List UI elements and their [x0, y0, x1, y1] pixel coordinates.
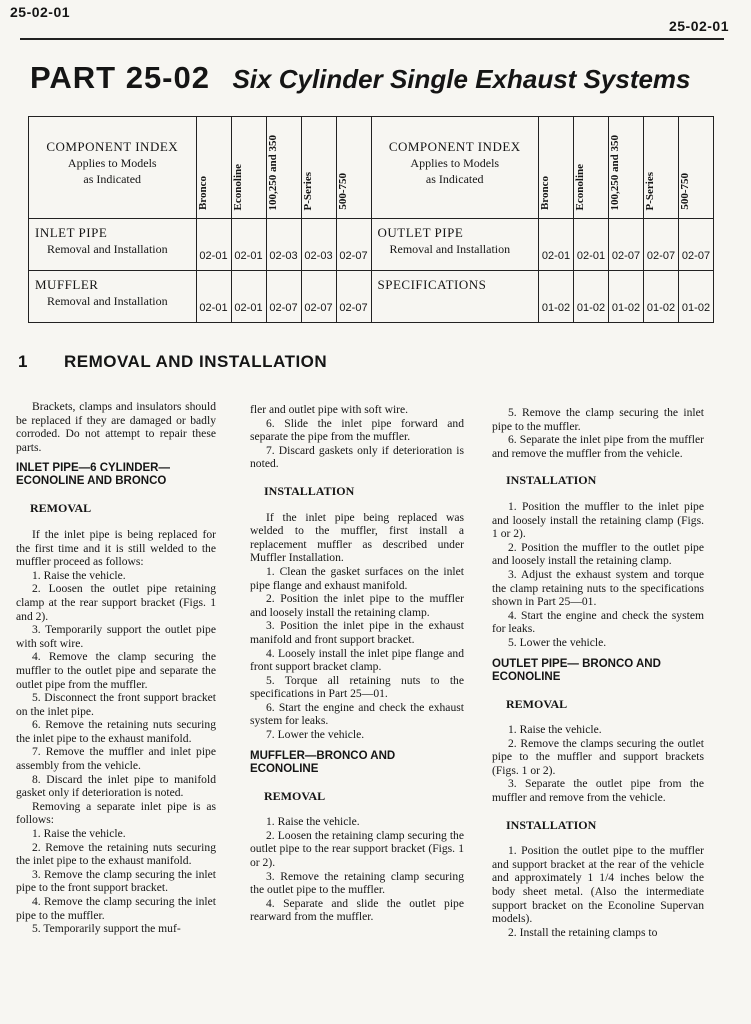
paragraph: If the inlet pipe being replaced was welded to the muffler, first install a replacement muffler as described under Muffler Installation.: [250, 510, 464, 565]
paragraph: If the inlet pipe is being replaced for the first time and it is still welded to the muffler proceed as follows:: [16, 527, 216, 569]
header-rule: [20, 38, 724, 40]
index-ref: 02-01: [231, 271, 266, 323]
model-header: [266, 117, 301, 219]
procedure-heading: INSTALLATION: [264, 483, 355, 498]
step: 4. Remove the clamp securing the inlet pipe to the muffler.: [16, 895, 216, 922]
page-code-left: 25-02-01: [10, 4, 71, 20]
subsection-heading: OUTLET PIPE— BRONCO AND ECONOLINE: [492, 657, 661, 683]
step: 5. Torque all retaining nuts to the specifications in Part 25—01.: [250, 673, 464, 701]
component-operation: Removal and Installation: [47, 294, 168, 308]
step: 3. Remove the retaining clamp securing the outlet pipe to the muffler.: [250, 869, 464, 897]
step: 1. Raise the vehicle.: [266, 815, 360, 829]
step: 6. Start the engine and check the exhaust system for leaks.: [250, 700, 464, 728]
step: 8. Discard the inlet pipe to manifold gasket only if deterioration is noted.: [16, 772, 216, 800]
text-column-1: [16, 400, 216, 936]
model-header: [196, 117, 231, 219]
index-heading-applies: Applies to Models: [410, 156, 500, 170]
step: 1. Position the outlet pipe to the muffler and support bracket at the rear of the vehicle and approximately 1 1/4 inches below the body sheet metal. (Also the intermediate support bracket on the Econoline Supervan models).: [492, 844, 704, 926]
procedure-heading: REMOVAL: [506, 696, 568, 711]
step: 6. Slide the inlet pipe forward and separate the pipe from the muffler.: [250, 416, 464, 444]
step: 4. Loosely install the inlet pipe flange and front support bracket clamp.: [250, 646, 464, 674]
step: 5. Temporarily support the muf-: [32, 922, 181, 936]
step: 7. Lower the vehicle.: [266, 728, 365, 742]
index-heading-applies: Applies to Models: [67, 156, 157, 170]
component-index-table: [28, 116, 714, 323]
component-name: INLET PIPE: [35, 225, 108, 240]
section-heading: [18, 352, 327, 372]
step-continued: fler and outlet pipe with soft wire.: [250, 403, 409, 416]
model-label: Econoline: [574, 163, 586, 210]
step: 2. Position the muffler to the outlet pipe and loosely install the retaining clamp.: [492, 540, 704, 568]
step: 3. Separate the outlet pipe from the muffler and remove from the vehicle.: [492, 777, 704, 805]
step: 3. Adjust the exhaust system and torque the clamp retaining nuts to the specifications shown in Part 25—01.: [492, 567, 704, 609]
step: 1. Raise the vehicle.: [32, 827, 126, 841]
step: 2. Loosen the retaining clamp securing the outlet pipe to the rear support bracket (Figs. 1 or 2).: [250, 828, 464, 870]
step: 2. Install the retaining clamps to: [508, 925, 658, 939]
intro-paragraph: Brackets, clamps and insulators should be replaced if they are damaged or badly corroded. Do not attempt to repair these parts.: [16, 400, 216, 454]
page-code-right: 25-02-01: [668, 18, 729, 34]
index-ref: 01-02: [574, 271, 609, 323]
index-row-label: [371, 219, 539, 271]
model-label: 500-750: [679, 173, 691, 210]
index-header-row: [29, 117, 714, 219]
component-operation: Removal and Installation: [47, 242, 168, 256]
step: 1. Raise the vehicle.: [508, 723, 602, 737]
section-number: 1: [18, 352, 28, 371]
step: 2. Loosen the outlet pipe retaining clamp at the rear support bracket (Figs. 1 and 2).: [16, 582, 216, 623]
model-header: [574, 117, 609, 219]
index-ref: 02-07: [679, 219, 714, 271]
index-row: [29, 219, 714, 271]
text-column-2: [250, 403, 464, 924]
index-heading-indicated: as Indicated: [425, 172, 484, 186]
index-ref: 01-02: [609, 271, 644, 323]
step: 2. Remove the clamps securing the outlet pipe to the muffler and support brackets (Figs. 1 or 2).: [492, 736, 704, 777]
index-heading-indicated: as Indicated: [83, 172, 142, 186]
component-operation: Removal and Installation: [389, 242, 511, 256]
index-ref: 02-01: [196, 271, 231, 323]
step: 6. Separate the inlet pipe from the muffler and remove the muffler from the vehicle.: [492, 433, 704, 460]
model-header: [231, 117, 266, 219]
index-row-label: [29, 271, 197, 323]
index-ref: 01-02: [539, 271, 574, 323]
model-header: [301, 117, 336, 219]
text-column-3: [492, 406, 704, 939]
paragraph: Removing a separate inlet pipe is as follows:: [16, 799, 216, 827]
model-label: 100,250 and 350: [266, 134, 279, 210]
index-ref: 02-01: [196, 219, 231, 271]
index-ref: 02-07: [336, 271, 371, 323]
model-label: Econoline: [231, 163, 244, 210]
index-ref: 02-01: [539, 219, 574, 271]
step: 3. Remove the clamp securing the inlet pipe to the front support bracket.: [16, 867, 216, 895]
component-name: OUTLET PIPE: [377, 225, 464, 240]
index-ref: 02-07: [301, 271, 336, 323]
section-title: REMOVAL AND INSTALLATION: [63, 352, 328, 371]
step: 3. Temporarily support the outlet pipe with soft wire.: [16, 623, 216, 650]
index-ref: 02-07: [266, 271, 301, 323]
subsection-heading: INLET PIPE—6 CYLINDER— ECONOLINE AND BRONCO: [16, 462, 170, 488]
step: 7. Remove the muffler and inlet pipe assembly from the vehicle.: [16, 745, 216, 773]
model-header: [609, 117, 644, 219]
index-ref: 01-02: [644, 271, 679, 323]
procedure-heading: REMOVAL: [30, 501, 92, 516]
step: 2. Remove the retaining nuts securing the inlet pipe to the exhaust manifold.: [16, 840, 216, 868]
model-header: [679, 117, 714, 219]
model-label: 500-750: [336, 173, 349, 210]
model-label: P-Series: [644, 171, 656, 210]
component-index-heading-left: [29, 117, 197, 219]
index-ref: 02-01: [574, 219, 609, 271]
step: 4. Start the engine and check the system for leaks.: [492, 608, 704, 636]
index-row-label: [29, 219, 197, 271]
model-label: Bronco: [539, 175, 551, 210]
component-index-heading-right: [371, 117, 539, 219]
step: 3. Position the inlet pipe in the exhaust manifold and front support bracket.: [250, 619, 464, 646]
index-ref: 02-07: [644, 219, 679, 271]
step: 5. Remove the clamp securing the inlet pipe to the muffler.: [492, 406, 704, 433]
model-label: 100,250 and 350: [609, 134, 621, 210]
step: 1. Raise the vehicle.: [32, 568, 126, 582]
step: 5. Disconnect the front support bracket on the inlet pipe.: [16, 691, 216, 718]
model-label: Bronco: [196, 175, 209, 210]
step: 6. Remove the retaining nuts securing the inlet pipe to the exhaust manifold.: [16, 718, 216, 745]
component-name: MUFFLER: [35, 277, 99, 292]
procedure-heading: INSTALLATION: [506, 473, 597, 488]
page-title: [30, 60, 691, 96]
subsection-heading: MUFFLER—BRONCO AND ECONOLINE: [250, 749, 396, 775]
index-ref: 02-03: [301, 219, 336, 271]
component-name: SPECIFICATIONS: [377, 277, 487, 292]
index-ref: 01-02: [679, 271, 714, 323]
model-header: [644, 117, 679, 219]
index-ref: 02-07: [609, 219, 644, 271]
model-header: [336, 117, 371, 219]
part-subtitle: Six Cylinder Single Exhaust Systems: [232, 64, 691, 94]
procedure-heading: REMOVAL: [264, 788, 326, 803]
procedure-heading: INSTALLATION: [506, 817, 597, 832]
step: 1. Position the muffler to the inlet pipe and loosely install the retaining clamp (Figs. 1 or 2).: [492, 499, 704, 541]
index-heading-title: COMPONENT INDEX: [388, 139, 521, 154]
step: 1. Clean the gasket surfaces on the inlet pipe flange and exhaust manifold.: [250, 564, 464, 592]
part-number: PART 25-02: [30, 60, 210, 95]
model-label: P-Series: [301, 171, 314, 210]
index-row: [29, 271, 714, 323]
step: 7. Discard gaskets only if deterioration is noted.: [250, 443, 464, 471]
step: 2. Position the inlet pipe to the muffler and loosely install the retaining clamp.: [250, 592, 464, 619]
index-ref: 02-01: [231, 219, 266, 271]
index-ref: 02-07: [336, 219, 371, 271]
index-ref: 02-03: [266, 219, 301, 271]
model-header: [539, 117, 574, 219]
index-row-label: [371, 271, 539, 323]
index-heading-title: COMPONENT INDEX: [46, 139, 179, 154]
step: 4. Remove the clamp securing the muffler to the outlet pipe and separate the outlet pipe from the muffler.: [16, 650, 216, 691]
step: 4. Separate and slide the outlet pipe rearward from the muffler.: [250, 896, 464, 924]
step: 5. Lower the vehicle.: [508, 635, 607, 649]
